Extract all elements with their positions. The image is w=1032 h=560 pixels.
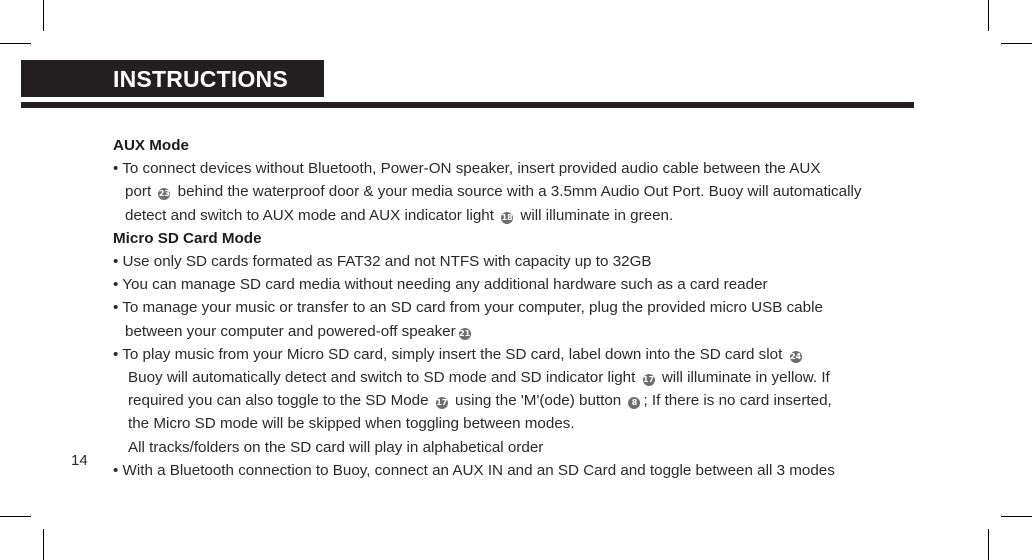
text-span: • To play music from your Micro SD card, simply insert the SD card, label down into the SD card slot: [113, 345, 783, 363]
instructions-body: [113, 134, 953, 482]
crop-mark-top-left-horizontal: [0, 43, 31, 44]
micro-sd-heading: Micro SD Card Mode: [113, 229, 262, 247]
text-span: will illuminate in yellow. If: [661, 369, 830, 387]
sd-bullet-4-line-3: [113, 389, 953, 412]
aux-bullet-1-line-2: [113, 180, 953, 203]
text-span: required you can also toggle to the SD Mode: [128, 392, 429, 410]
sd-bullet-4-line-2: [113, 366, 953, 389]
sd-bullet-2: • You can manage SD card media without needing any additional hardware such as a card reader: [113, 276, 768, 294]
text-span: port: [125, 183, 152, 201]
sd-bullet-5: • With a Bluetooth connection to Buoy, connect an AUX IN and an SD Card and toggle between all 3 modes: [113, 461, 835, 479]
callout-number-badge: 23: [158, 189, 170, 199]
sd-bullet-3-line-1: • To manage your music or transfer to an SD card from your computer, plug the provided micro USB cable: [113, 299, 823, 317]
text-span: behind the waterproof door & your media source with a 3.5mm Audio Out Port. Buoy will automatically: [177, 183, 862, 201]
callout-number-badge: 18: [501, 212, 513, 222]
crop-mark-bottom-right-horizontal: [1001, 516, 1032, 517]
sd-bullet-4-line-4: the Micro SD mode will be skipped when toggling between modes.: [128, 415, 575, 433]
callout-number-badge: 8: [628, 397, 640, 409]
aux-bullet-1-line-1: • To connect devices without Bluetooth, Power-ON speaker, insert provided audio cable between the AUX: [113, 160, 821, 178]
aux-mode-heading: AUX Mode: [113, 137, 189, 154]
page-number: 14: [71, 452, 88, 469]
text-span: ; If there is no card inserted,: [643, 392, 832, 410]
crop-mark-top-right-horizontal: [1001, 43, 1032, 44]
callout-number-badge: 21: [459, 328, 471, 338]
sd-bullet-4-line-5: All tracks/folders on the SD card will play in alphabetical order: [128, 438, 544, 456]
text-span: between your computer and powered-off speaker: [125, 322, 456, 340]
callout-number-badge: 17: [643, 375, 655, 385]
callout-number-badge: 17: [436, 398, 448, 408]
header-rule: [21, 102, 914, 108]
sd-bullet-3-line-2: [113, 320, 953, 343]
crop-mark-top-right-vertical: [988, 0, 989, 31]
page-title: INSTRUCTIONS: [113, 66, 288, 92]
aux-bullet-1-line-3: [113, 204, 953, 227]
crop-mark-bottom-left-horizontal: [0, 516, 31, 517]
crop-mark-top-left-vertical: [43, 0, 44, 31]
text-span: will illuminate in green.: [520, 206, 674, 224]
callout-number-badge: 24: [789, 351, 802, 361]
crop-mark-bottom-right-vertical: [988, 529, 989, 560]
crop-mark-bottom-left-vertical: [43, 529, 44, 560]
text-span: using the 'M'(ode) button: [455, 392, 622, 410]
text-span: Buoy will automatically detect and switch to SD mode and SD indicator light: [128, 369, 636, 387]
sd-bullet-1: • Use only SD cards formated as FAT32 and not NTFS with capacity up to 32GB: [113, 253, 652, 271]
text-span: detect and switch to AUX mode and AUX indicator light: [125, 206, 494, 224]
sd-bullet-4-line-1: [113, 343, 953, 366]
